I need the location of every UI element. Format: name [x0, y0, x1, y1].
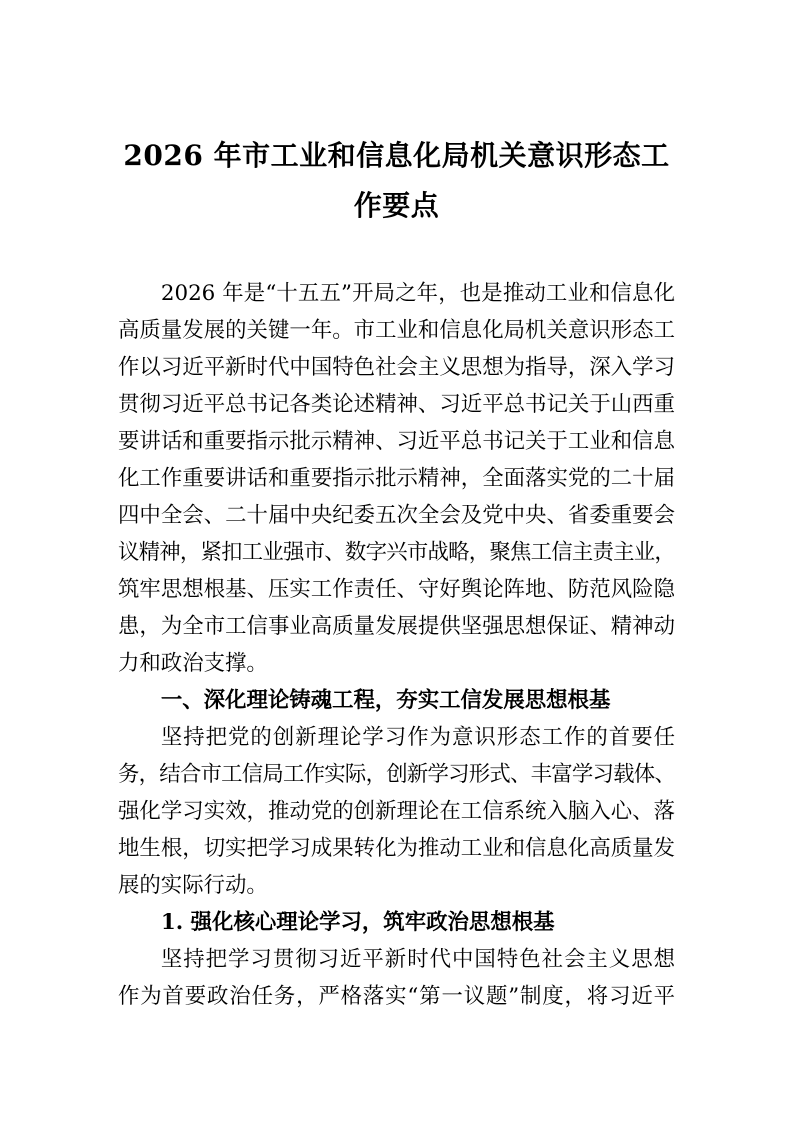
body-line: 坚持把学习贯彻习近平新时代中国特色社会主义思想 [160, 947, 675, 972]
paragraph-sub-1 [118, 941, 675, 1015]
body-line: 化工作重要讲话和重要指示批示精神，全面落实党的二十届 [118, 466, 675, 491]
body-line: 强化学习实效，推动党的创新理论在工信系统入脑入心、落 [118, 799, 675, 824]
body-line: 2026 年是“十五五”开局之年，也是推动工业和信息化 [160, 281, 675, 306]
title-line-1: 2026 年市工业和信息化局机关意识形态工 [123, 139, 670, 172]
document-title [118, 131, 675, 231]
body-line: 高质量发展的关键一年。市工业和信息化局机关意识形态工 [118, 318, 675, 343]
paragraph-section-1 [118, 719, 675, 904]
body-line: 作为首要政治任务，严格落实“第一议题”制度，将习近平 [118, 984, 675, 1009]
body-line: 筑牢思想根基、压实工作责任、守好舆论阵地、防范风险隐 [118, 577, 675, 602]
body-line: 务，结合市工信局工作实际，创新学习形式、丰富学习载体、 [118, 762, 675, 787]
body-line: 贯彻习近平总书记各类论述精神、习近平总书记关于山西重 [118, 392, 675, 417]
document-body [118, 275, 675, 1015]
paragraph-intro [118, 275, 675, 682]
body-line: 力和政治支撑。 [118, 651, 268, 676]
title-line-2: 作要点 [353, 189, 440, 222]
body-line: 要讲话和重要指示批示精神、习近平总书记关于工业和信息 [118, 429, 675, 454]
section-heading-1: 一、深化理论铸魂工程，夯实工信发展思想根基 [160, 688, 611, 713]
body-line: 患，为全市工信事业高质量发展提供坚强思想保证、精神动 [118, 614, 675, 639]
body-line: 坚持把党的创新理论学习作为意识形态工作的首要任 [160, 725, 675, 750]
body-line: 四中全会、二十届中央纪委五次全会及党中央、省委重要会 [118, 503, 675, 528]
body-line: 议精神，紧扣工业强市、数字兴市战略，聚焦工信主责主业， [118, 540, 675, 565]
body-line: 展的实际行动。 [118, 873, 268, 898]
sub-heading-1: 1. 强化核心理论学习，筑牢政治思想根基 [160, 910, 555, 935]
body-line: 地生根，切实把学习成果转化为推动工业和信息化高质量发 [118, 836, 675, 861]
body-line: 作以习近平新时代中国特色社会主义思想为指导，深入学习 [118, 355, 675, 380]
